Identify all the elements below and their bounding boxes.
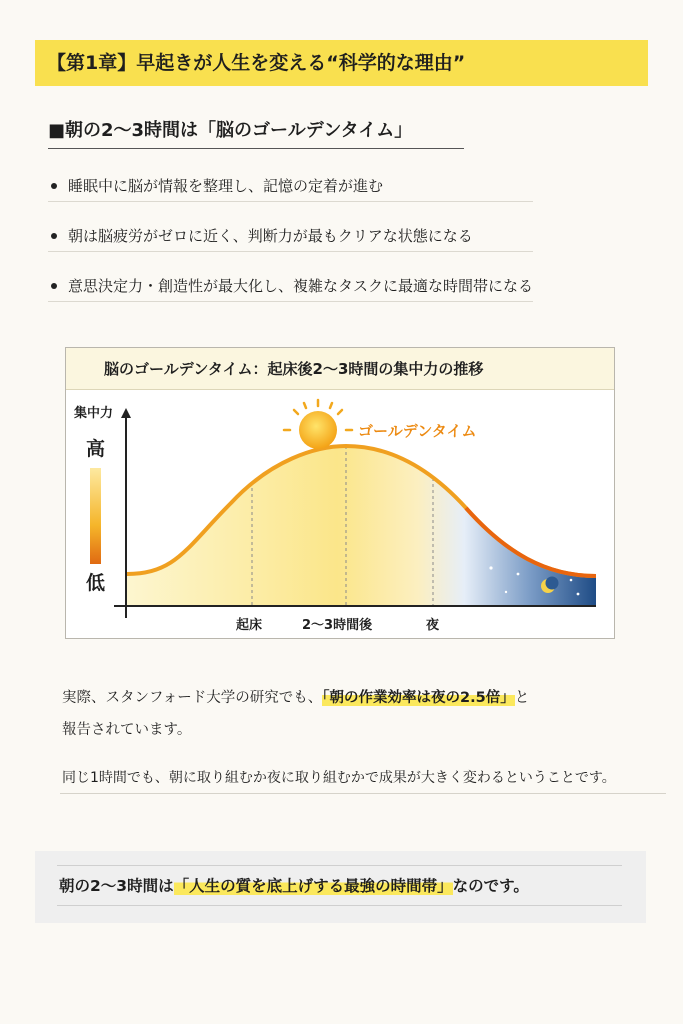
- para-text: と: [514, 690, 530, 706]
- curve-fill: [126, 446, 596, 606]
- x-tick-label: 起床: [236, 618, 263, 633]
- chart-title: 脳のゴールデンタイム：起床後2〜3時間の集中力の推移: [66, 348, 614, 390]
- conclusion-text: [59, 873, 529, 899]
- bullet-list: [48, 174, 533, 324]
- golden-time-annotation: ゴールデンタイム: [358, 422, 477, 440]
- x-tick-label: 2〜3時間後: [302, 618, 373, 633]
- x-tick-label: 夜: [426, 618, 440, 633]
- divider: [57, 865, 622, 866]
- concentration-scale-bar: [90, 468, 101, 564]
- chapter-title: 【第1章】早起きが人生を変える“科学的な理由”: [47, 52, 466, 74]
- callout-post: なのです。: [452, 877, 529, 895]
- conclusion-callout: [35, 851, 646, 923]
- callout-highlight: 「人生の質を底上げする最強の時間帯」: [173, 877, 453, 895]
- bullet-item: 朝は脳疲労がゼロに近く、判断力が最もクリアな状態になる: [48, 224, 533, 252]
- y-axis-label: 集中力: [74, 406, 114, 421]
- y-high-label: 高: [86, 438, 106, 460]
- divider: [57, 905, 622, 906]
- sun-icon: [284, 400, 352, 449]
- paragraph-research-line2: 報告されています。: [62, 722, 192, 738]
- bullet-item: 意思決定力・創造性が最大化し、複雑なタスクに最適な時間帯になる: [48, 274, 533, 302]
- paragraph-same-hour: 同じ1時間でも、朝に取り組むか夜に取り組むかで成果が大きく変わるということです。: [62, 770, 616, 786]
- chart-canvas: [66, 348, 616, 640]
- section-heading: ■朝の2〜3時間は「脳のゴールデンタイム」: [48, 116, 464, 149]
- para-text: 実際、スタンフォード大学の研究でも、: [62, 690, 323, 706]
- y-axis-arrow: [121, 408, 131, 418]
- chapter-title-banner: [35, 40, 648, 86]
- y-low-label: 低: [86, 572, 106, 594]
- concentration-chart: [65, 347, 615, 639]
- callout-pre: 朝の2〜3時間は: [59, 877, 174, 895]
- highlight-efficiency: 「朝の作業効率は夜の2.5倍」: [322, 690, 515, 706]
- divider: [60, 793, 666, 794]
- paragraph-research: [62, 688, 529, 708]
- bullet-item: 睡眠中に脳が情報を整理し、記憶の定着が進む: [48, 174, 533, 202]
